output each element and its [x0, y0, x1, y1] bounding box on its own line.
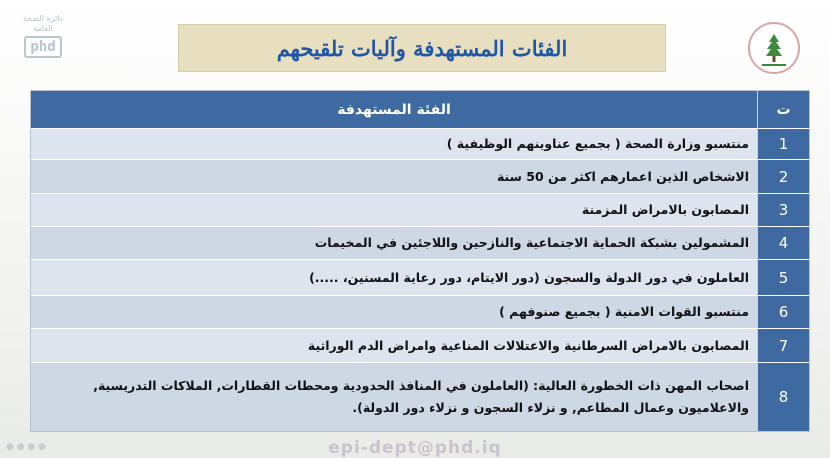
row-text: منتسبو وزارة الصحة ( بجميع عناوينهم الوظيفية ) — [31, 129, 757, 159]
phd-logo — [12, 14, 74, 60]
table-row — [31, 159, 809, 193]
row-number: 4 — [757, 227, 809, 259]
table-row — [31, 295, 809, 328]
row-text: المشمولين بشبكة الحماية الاجتماعية والنازحين واللاجئين في المخيمات — [31, 227, 757, 259]
table-header — [31, 91, 809, 128]
row-number: 8 — [757, 363, 809, 431]
row-number: 3 — [757, 194, 809, 226]
row-text: منتسبو القوات الامنية ( بجميع صنوفهم ) — [31, 296, 757, 328]
row-number: 7 — [757, 329, 809, 362]
phd-logo-text: phd — [24, 36, 61, 58]
row-number: 6 — [757, 296, 809, 328]
target-groups-table — [30, 90, 810, 432]
phd-logo-caption: دائرة الصحة العامة — [22, 14, 64, 33]
table-row — [31, 328, 809, 362]
header-number: ت — [757, 91, 809, 128]
ministry-logo-icon — [746, 20, 802, 76]
row-number: 2 — [757, 160, 809, 193]
row-text: اصحاب المهن ذات الخطورة العالية: (العاملون في المنافذ الحدودية ومحطات القطارات, الملاكات التدريسية, والاعلاميون وعمال المطاعم, و نزلاء السجون و نزلاء دور الدولة). — [31, 363, 757, 431]
table-row — [31, 362, 809, 431]
footer-email: epi-dept@phd.iq — [328, 438, 502, 458]
table-row — [31, 193, 809, 226]
row-text: المصابون بالامراض المزمنة — [31, 194, 757, 226]
table-row — [31, 259, 809, 295]
row-number: 1 — [757, 129, 809, 159]
table-row — [31, 226, 809, 259]
row-number: 5 — [757, 260, 809, 295]
table-row — [31, 128, 809, 159]
row-text: العاملون في دور الدولة والسجون (دور الايتام، دور رعاية المسنين، .....) — [31, 260, 757, 295]
row-text: الاشخاص الذين اعمارهم اكثر من 50 سنة — [31, 160, 757, 193]
row-text: المصابون بالامراض السرطانية والاعتلالات المناعية وامراض الدم الوراثية — [31, 329, 757, 362]
header-category: الفئة المستهدفة — [337, 101, 451, 118]
page-title: الفئات المستهدفة وآليات تلقيحهم — [178, 24, 666, 72]
decorative-dots: ● ● ● ● — [6, 442, 46, 452]
